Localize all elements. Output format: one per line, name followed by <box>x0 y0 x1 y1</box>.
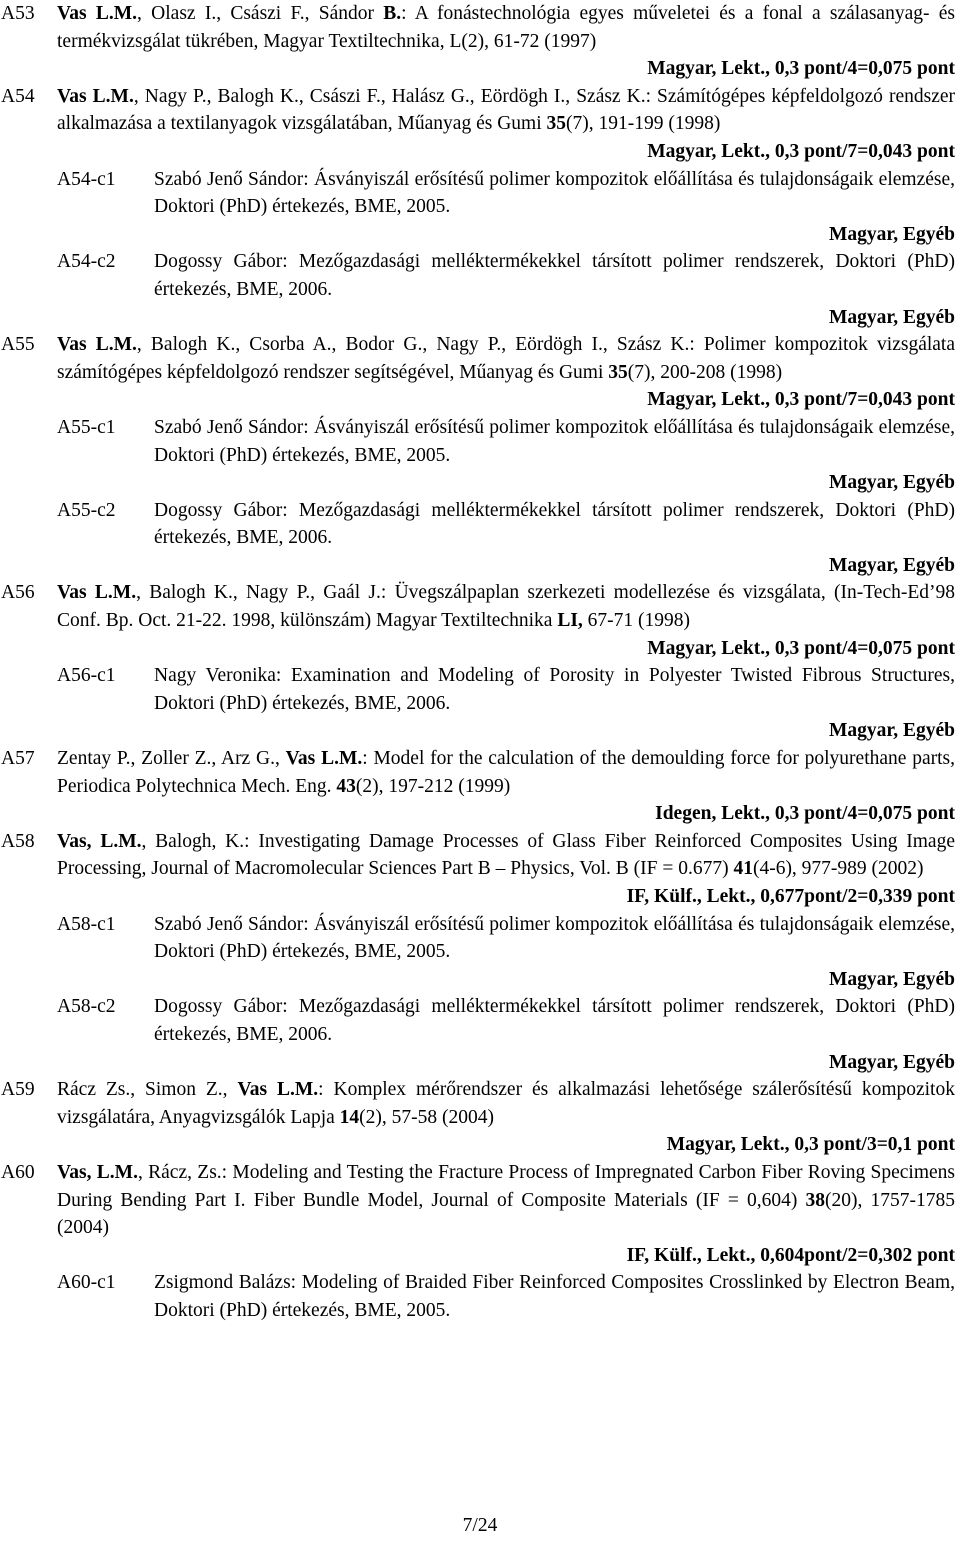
citing-work-classification: Magyar, Egyéb <box>828 223 955 245</box>
entry-number: A59 <box>1 1079 35 1101</box>
citing-work-classification: Magyar, Egyéb <box>828 306 955 328</box>
entry-number: A57 <box>1 748 35 770</box>
citation-part: 67-71 (1998) <box>582 610 691 632</box>
citing-work <box>57 1269 955 1324</box>
citing-work <box>57 993 955 1076</box>
entry-number: A60 <box>1 1161 35 1183</box>
citation-part: , Balogh K., Csorba A., Bodor G., Nagy P., Eördögh I., Szász K.: Polimer kompozitok vizsgálata számítógépes képfeldolgozó rendszer segítségével, Műanyag és Gumi <box>57 334 955 383</box>
citing-work-text: Szabó Jenő Sándor: Ásványiszál erősítésű polimer kompozitok előállítása és tulajdonságaik elemzése, Doktori (PhD) értekezés, BME, 2005. <box>154 416 955 466</box>
citation-part: : Komplex mérőrendszer és alkalmazási lehetősége szálerősítésű kompozitok vizsgálatára, Anyagvizsgálók Lapja <box>57 1079 955 1128</box>
citing-work <box>57 911 955 994</box>
citation-bold-part: 14 <box>339 1106 360 1128</box>
citation-part: : A fonástechnológia egyes műveletei és a fonal a szálasanyag- és termékvizsgálat tükrében, Magyar Textiltechnika, L(2), 61-72 (1997) <box>57 3 955 52</box>
publication-entry <box>0 828 955 1076</box>
entry-number: A58 <box>1 830 35 852</box>
entry-classification: Magyar, Lekt., 0,3 pont/3=0,1 pont <box>666 1134 955 1156</box>
citing-work-id: A60-c1 <box>57 1272 116 1294</box>
entry-number: A56 <box>1 582 35 604</box>
entry-classification: Idegen, Lekt., 0,3 pont/4=0,075 pont <box>655 803 955 825</box>
entry-citation <box>57 579 955 634</box>
citation-bold-part: 35 <box>608 361 628 383</box>
entry-citation <box>57 83 955 138</box>
citation-part: (7), 191-199 (1998) <box>566 113 721 135</box>
entry-citation <box>57 828 955 883</box>
citation-bold-part: Vas, L.M. <box>57 830 142 852</box>
citation-part: , Nagy P., Balogh K., Császi F., Halász G., Eördögh I., Szász K.: Számítógépes képfeldolgozó rendszer alkalmazása a textilanyagok vizsgálatában, Műanyag és Gumi <box>57 85 956 135</box>
citation-part: , Balogh, K.: Investigating Damage Processes of Glass Fiber Reinforced Composites Using Image Processing, Journal of Macromolecular Sciences Part B – Physics, Vol. B (IF = 0.677) <box>57 830 955 880</box>
publication-entry <box>0 331 955 579</box>
citation-bold-part: Vas L.M. <box>57 582 137 604</box>
citation-part: Rácz Zs., Simon Z., <box>57 1079 238 1101</box>
citation-bold-part: Vas L.M. <box>285 748 363 770</box>
citation-bold-part: 43 <box>336 775 356 797</box>
citing-work-text: Dogossy Gábor: Mezőgazdasági melléktermékekkel társított polimer rendszerek, Doktori (PhD) értekezés, BME, 2006. <box>154 996 955 1045</box>
citation-part: : Model for the calculation of the demoulding force for polyurethane parts, Periodica Polytechnica Mech. Eng. <box>57 748 955 797</box>
citation-bold-part: Vas L.M. <box>237 1079 319 1101</box>
citation-bold-part: Vas L.M. <box>57 334 137 356</box>
citing-work-text: Dogossy Gábor: Mezőgazdasági melléktermékekkel társított polimer rendszerek, Doktori (PhD) értekezés, BME, 2006. <box>154 499 955 549</box>
citing-work-text: Zsigmond Balázs: Modeling of Braided Fiber Reinforced Composites Crosslinked by Electron Beam, Doktori (PhD) értekezés, BME, 2005. <box>154 1272 955 1321</box>
citing-work-text: Dogossy Gábor: Mezőgazdasági melléktermékekkel társított polimer rendszerek, Doktori (PhD) értekezés, BME, 2006. <box>154 251 955 300</box>
entry-number: A53 <box>1 3 35 24</box>
entry-citation <box>57 0 955 55</box>
publication-entry <box>0 745 955 828</box>
citing-work-classification: Magyar, Egyéb <box>828 720 955 742</box>
citation-part: , Olasz I., Császi F., Sándor <box>137 3 384 24</box>
citation-part: (7), 200-208 (1998) <box>627 361 783 383</box>
citation-bold-part: Vas L.M. <box>57 3 138 24</box>
citing-work-classification: Magyar, Egyéb <box>828 472 955 494</box>
citing-work <box>57 166 955 249</box>
publication-entry <box>0 1076 955 1159</box>
citing-work-id: A56-c1 <box>57 665 116 687</box>
entry-number: A54 <box>1 85 35 107</box>
citing-work-text: Szabó Jenő Sándor: Ásványiszál erősítésű polimer kompozitok előállítása és tulajdonságaik elemzése, Doktori (PhD) értekezés, BME, 2005. <box>154 168 955 218</box>
citing-work-id: A54-c2 <box>57 251 116 273</box>
page-number: 7/24 <box>462 1515 498 1536</box>
citing-work <box>57 414 955 497</box>
citing-work-id: A55-c2 <box>57 499 116 521</box>
publication-entry <box>0 83 955 331</box>
entry-citation <box>57 1076 955 1131</box>
publication-entry <box>0 0 955 83</box>
citation-part: (4-6), 977-989 (2002) <box>752 858 924 880</box>
citation-bold-part: Vas L.M. <box>57 85 134 107</box>
entry-classification: IF, Külf., Lekt., 0,604pont/2=0,302 pont <box>626 1244 955 1266</box>
citation-part: (20), 1757-1785 (2004) <box>57 1189 955 1239</box>
citation-part: Zentay P., Zoller Z., Arz G., <box>57 748 286 770</box>
citing-work-classification: Magyar, Egyéb <box>828 1051 955 1073</box>
citing-work-text: Szabó Jenő Sándor: Ásványiszál erősítésű polimer kompozitok előállítása és tulajdonságaik elemzése, Doktori (PhD) értekezés, BME, 2005. <box>154 913 955 963</box>
citation-bold-part: 41 <box>733 858 753 880</box>
entry-classification: Magyar, Lekt., 0,3 pont/7=0,043 pont <box>647 140 955 162</box>
citing-work-classification: Magyar, Egyéb <box>828 968 955 990</box>
entry-classification: Magyar, Lekt., 0,3 pont/4=0,075 pont <box>647 58 955 80</box>
entry-citation <box>57 1159 955 1242</box>
entry-classification: IF, Külf., Lekt., 0,677pont/2=0,339 pont <box>626 886 955 907</box>
citing-work <box>57 248 955 331</box>
publication-entry <box>0 579 955 745</box>
citation-part: (2), 197-212 (1999) <box>355 775 511 797</box>
entry-classification: Magyar, Lekt., 0,3 pont/4=0,075 pont <box>647 637 955 659</box>
citation-bold-part: 35 <box>546 113 566 135</box>
citation-bold-part: B. <box>383 3 402 24</box>
citing-work-classification: Magyar, Egyéb <box>828 554 955 576</box>
entry-classification: Magyar, Lekt., 0,3 pont/7=0,043 pont <box>647 389 955 411</box>
citing-work-id: A54-c1 <box>57 168 116 190</box>
publication-entry <box>0 1159 955 1325</box>
citation-part: (2), 57-58 (2004) <box>359 1106 494 1128</box>
citation-part: , Balogh K., Nagy P., Gaál J.: Üvegszálpaplan szerkezeti modellezése és vizsgálata, (In-Tech-Ed’98 Conf. Bp. Oct. 21-22. 1998, különszám) Magyar Textiltechnika <box>57 582 955 632</box>
citation-bold-part: 38 <box>805 1189 825 1211</box>
citing-work-id: A55-c1 <box>57 416 116 438</box>
citation-bold-part: Vas, L.M. <box>57 1161 138 1183</box>
citing-work <box>57 662 955 745</box>
entry-citation <box>57 331 955 386</box>
citation-part: , Rácz, Zs.: Modeling and Testing the Fracture Process of Impregnated Carbon Fiber Roving Specimens During Bending Part I. Fiber Bundle Model, Journal of Composite Materials (IF = 0,604) <box>57 1161 955 1211</box>
citing-work-text: Nagy Veronika: Examination and Modeling of Porosity in Polyester Twisted Fibrous Structures, Doktori (PhD) értekezés, BME, 2006. <box>154 665 955 714</box>
citing-work-id: A58-c1 <box>57 913 116 935</box>
entry-citation <box>57 745 955 800</box>
citing-work <box>57 497 955 580</box>
citation-bold-part: LI, <box>557 610 583 632</box>
entry-number: A55 <box>1 334 35 356</box>
citing-work-id: A58-c2 <box>57 996 116 1018</box>
